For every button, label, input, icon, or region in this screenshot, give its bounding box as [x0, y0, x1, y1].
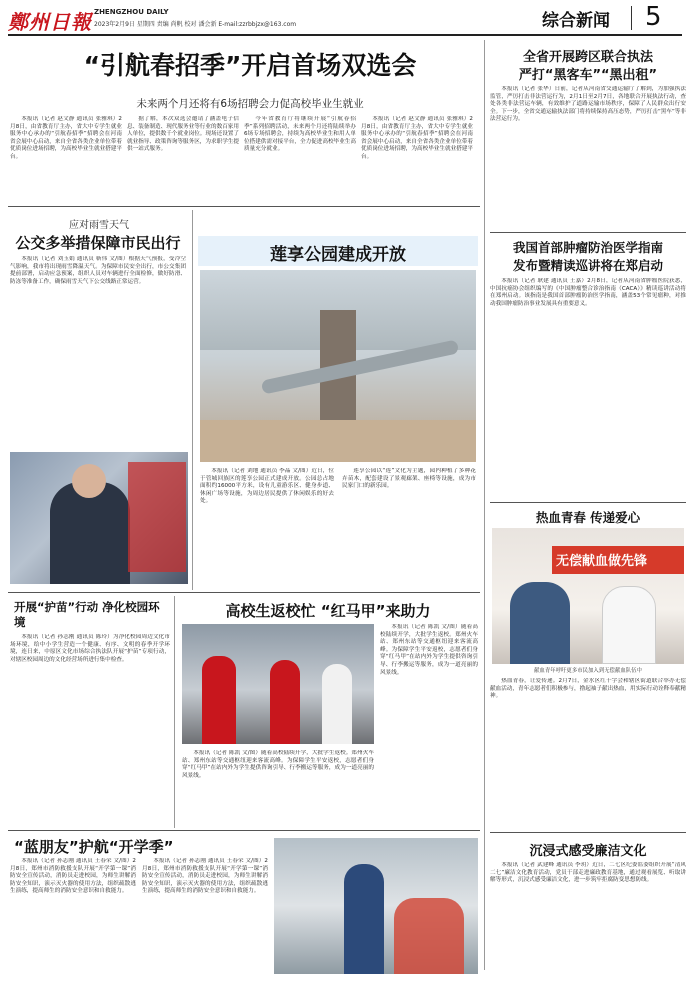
escort-text: 本报讯（记者 孙志刚 通讯员 陈玲）为净化校园周边文化市场环境，给中小学生营造一个健康、有序、文明的春季开学环境，连日来，中原区文化市场综合执法队开展“护苗”专项行动，对辖区校园周边的文化经营场所进行集中检查。 [10, 634, 170, 663]
integrity-text: 本报讯（记者 武建峰 通讯员 李玥）近日，二七区纪委监委组织开展“清风二七”廉洁文化教育活动，党员干部走进廉政教育基地，通过观看展览、听取讲解等形式，沉浸式感受廉洁文化，进一步筑牢拒腐防变思想防线。 [490, 862, 686, 884]
photo-banner-text: 无偿献血做先锋 [556, 554, 648, 569]
escort-headline-line: 开展“护苗”行动 净化校园环境 [14, 600, 160, 629]
lead-bottom-rule [8, 206, 480, 207]
volunteer-photo-caption: 献血青年呼吁更多市民加入到无偿献血队伍中 [534, 668, 642, 674]
cancer-headline-1: 我国首部肿瘤防治医学指南 [512, 240, 663, 255]
photo-bus-panel [128, 462, 186, 572]
volunteer-photo [492, 528, 684, 664]
snow-kicker: 应对雨雪天气 [69, 220, 129, 231]
cancer-text: 本报讯（记者 耿建 通讯员 王嘉）2月8日，记者从河南省肿瘤医院获悉，中国抗癌协会组织编写的《中国肿瘤整合诊治指南（CACA）》精读巡讲活动将在郑州启动。该指南是我国首部肿瘤防治医学指南，涵盖53个常见瘤种，对推动我国肿瘤防治事业发展具有重要意义。 [490, 278, 686, 307]
blue-friends-photo [274, 838, 478, 974]
section-title: 综合新闻 [542, 11, 610, 31]
photo-nurse [602, 586, 656, 664]
newspaper-logo: 鄭州日報 [8, 10, 92, 34]
section-divider [631, 6, 632, 30]
mid-rule [8, 592, 480, 593]
photo-firefighter [344, 864, 384, 974]
page-number: 5 [645, 2, 662, 32]
paper-english-name: ZHENGZHOU DAILY [94, 8, 169, 16]
park-caption-2: 莲享公园以“莲”文化为主题，园内种植了多种花卉苗木，配套建设了景观廊架、座椅等设施，成为市民家门口的新乐园。 [342, 468, 476, 490]
integrity-headline: 沉浸式感受廉洁文化 [529, 844, 647, 859]
right-rule-3 [490, 832, 686, 833]
red-vest-text-right: 本报讯（记者 陈凯 文/图）随着高校陆续开学，大批学生返校。郑州火车站、郑州东站等交通枢纽迎来客流高峰。为保障学生平安返校，志愿者们身穿“红马甲”在站内外为学生提供咨询引导、行李搬运等服务，成为一道亮丽的风景线。 [380, 624, 478, 676]
blue-friends-headline: “蓝朋友”护航“开学季” [14, 838, 174, 856]
park-headline: 莲享公园建成开放 [270, 245, 406, 265]
snow-text: 本报讯（记者 刘玉娟 通讯员 靳伟 文/图）根据天气预报，受冷空气影响，我市将出现雨雪降温天气。为保障市民安全出行，市公交集团提前部署，启动应急预案，组织人员对车辆进行全面检修，做好防滑、防冻等准备工作，确保雨雪天气下公交线路正常运营。 [10, 256, 186, 285]
blue-friends-text-1: 本报讯（记者 孙志刚 通讯员 王春荣 文/图）2月8日，郑州市消防救援支队开展“开学第一课”消防安全宣传活动，消防员走进校园，为师生讲解消防安全知识，演示灭火器的使用方法，组织疏散逃生演练，提高师生的消防安全意识和自救能力。 [10, 858, 136, 895]
red-vest-headline: 高校生返校忙 “红马甲”来助力 [225, 602, 431, 620]
volunteer-kicker: 热血青春 传递爱心 [535, 510, 641, 525]
right-rule-2 [490, 502, 686, 503]
lead-column-4: 本报讯（记者 赵文静 通讯员 张雅琪）2月8日，由省教育厅主办，省大中专学生就业服务中心承办的“引航春招季”招聘会在河南省会展中心启动，来自全省各类企业单位带着优质岗位进场招聘，为高校毕业生就业搭建平台。 [361, 116, 473, 160]
lower-rule [8, 830, 480, 831]
date-line: 2023年2月9日 星期四 责编 尚帆 校对 潘会新 E-mail:zzrbbjzx@163.com [94, 21, 297, 28]
crossregion-text: 本报讯（记者 张华）日前，记者从河南省交通运输厅了解到，为加强执法监管，严厉打击非法营运行为，2月1日至2月7日，各地联合开展执法行动，查处各类非法营运车辆，有效维护了道路运输市场秩序，保障了人民群众出行安全。下一步，全省交通运输执法部门将持续保持高压态势，严厉打击“黑车”等非法营运行为。 [490, 86, 686, 123]
right-column-divider [484, 40, 485, 970]
photo-donor [510, 582, 570, 664]
right-rule-1 [490, 232, 686, 233]
photo-student [322, 664, 352, 744]
cancer-headline-2: 发布暨精读巡讲将在郑启动 [512, 258, 663, 273]
park-photo [200, 270, 476, 462]
photo-worker-head [72, 464, 106, 498]
crossregion-headline-2: 严打“黑客车”“黑出租” [518, 68, 658, 83]
red-vest-text-bottom: 本报讯（记者 陈凯 文/图）随着高校陆续开学，大批学生返校。郑州火车站、郑州东站等交通枢纽迎来客流高峰。为保障学生平安返校，志愿者们身穿“红马甲”在站内外为学生提供咨询引导、行李搬运等服务，成为一道亮丽的风景线。 [182, 750, 374, 779]
lead-column-3: 今年省教育厅将继续开展“引航春招季”系列招聘活动，未来两个月还将陆续举办6场专场招聘会，持续为高校毕业生和用人单位搭建供需对接平台，全力促进高校毕业生高质量充分就业。 [244, 116, 356, 153]
photo-children [394, 898, 464, 974]
blue-friends-text-2: 本报讯（记者 孙志刚 通讯员 王春荣 文/图）2月8日，郑州市消防救援支队开展“开学第一课”消防安全宣传活动，消防员走进校园，为师生讲解消防安全知识，演示灭火器的使用方法，组织疏散逃生演练，提高师生的消防安全意识和自救能力。 [142, 858, 268, 895]
snow-photo [10, 452, 188, 584]
crossregion-headline-1: 全省开展跨区联合执法 [522, 50, 653, 65]
photo-sand [200, 420, 476, 462]
lead-headline: “引航春招季”开启首场双选会 [83, 51, 417, 80]
lead-column-1: 本报讯（记者 赵文静 通讯员 张雅琪）2月8日，由省教育厅主办，省大中专学生就业服务中心承办的“引航春招季”招聘会在河南省会展中心启动，来自全省各类企业单位带着优质岗位进场招聘，为高校毕业生就业搭建平台。 [10, 116, 122, 160]
lead-subheadline: 未来两个月还将有6场招聘会力促高校毕业生就业 [136, 98, 364, 110]
masthead-rule [8, 34, 682, 36]
lead-column-2: 据了解，本次双选会邀请了涵盖电子信息、装备制造、现代服务业等行业的数百家用人单位，提供数千个就业岗位。现场还设置了就业指导、政策咨询等服务区，为求职学生提供一站式服务。 [127, 116, 239, 153]
red-vest-photo [182, 624, 374, 744]
photo-volunteer-2 [270, 660, 300, 744]
photo-volunteer-1 [202, 656, 236, 744]
volunteer-text: 热血青春，让爱传递。2月7日，金水区红十字会和辖区街道联合举办无偿献血活动，青年志愿者们积极参与，撸起袖子献出热血，用实际行动诠释奉献精神。 [490, 678, 686, 700]
snow-headline: 公交多举措保障市民出行 [15, 234, 181, 252]
snow-divider [192, 210, 193, 590]
park-caption-1: 本报讯（记者 刘地 通讯员 李晶 文/图）近日，位于管城回族区的莲享公园正式建成开放。公园总占地面积约16000平方米，设有儿童游乐区、健身步道、休闲广场等设施，为周边居民提供了休闲娱乐的好去处。 [200, 468, 334, 505]
escort-divider [174, 596, 175, 828]
